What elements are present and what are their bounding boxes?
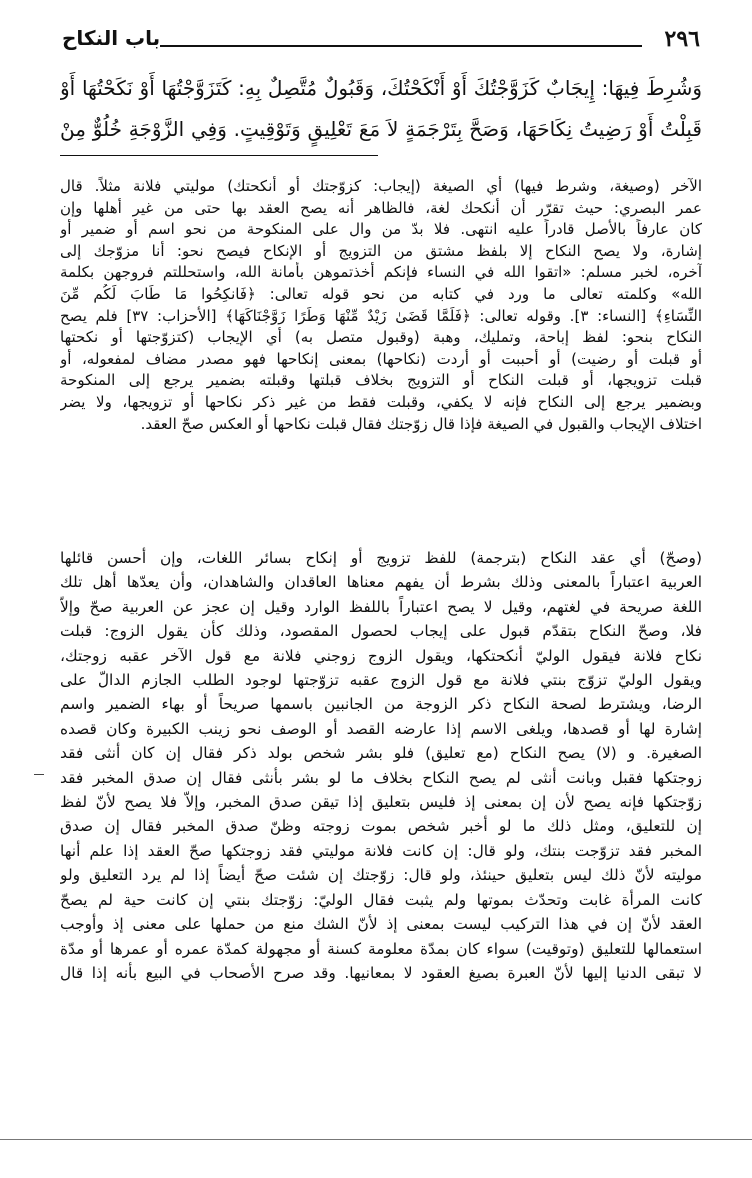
commentary-line: اللغة صريحة في لغتهم، وقيل لا يصح اعتباراً باللفظ الوارد وقيل إن عجز عن العربية صحّ وإلاّ (60, 597, 702, 616)
header-rule (160, 45, 642, 47)
page-number: ٢٩٦ (664, 26, 700, 52)
matn-separator (60, 155, 378, 156)
margin-mark (34, 774, 44, 775)
commentary-line: النِّسَاءِ﴾ [النساء: ٣]. وقوله تعالى: ﴿فَلَمَّا قَضَىٰ زَيْدٌ مِّنْهَا وَطَرًا زَوَّجْنَاكَهَا﴾ [الأحزاب: ٣٧] فلم يصح (60, 306, 702, 325)
commentary-line: العقد لأنّ إن في هذا التركيب ليست بمعنى إذ لأنّ الشك منع من حملها على معنى إذ وأوجب (60, 915, 702, 934)
commentary-line: زوجتكها فقبل وبانت أنثى لم يصح النكاح بخلاف ما لو بشر بأنثى فقال إن صدق المخبر فقد (60, 768, 702, 787)
page-header (62, 26, 700, 56)
commentary-line: كانت المرأة غابت وتحدّث بموتها ولم يثبت فقال الوليّ: زوّجتك بنتي إن كانت حية لم يصحّ (60, 890, 702, 909)
matn-line: وَشُرِطَ فِيهَا: إِيجَابٌ كَزَوَّجْتُكَ أَوْ أَنْكَحْتُكَ، وَقَبُولٌ مُتَّصِلٌ بِهِ: كَتَزَوَّجْتُهَا أَوْ نَكَحْتُهَا أَوْ (60, 76, 702, 100)
commentary-paragraph-2 (60, 546, 702, 985)
commentary-line: الصغيرة. و (لا) يصح النكاح (مع تعليق) فلو بشر شخص بولد ذكر فقال إن كان أنثى فقد (60, 744, 702, 763)
commentary-line: إشارة، ولا يصح النكاح إلا بلفظ مشتق من التزويج أو الإنكاح فيصح نحو: أنا مزوّجك إلى (60, 241, 702, 260)
commentary-line: (وصحّ) أي عقد النكاح (بترجمة) للفظ تزويج أو إنكاح بسائر اللغات، وإن أحسن قائلها (60, 549, 702, 567)
commentary-line: فلا، وصحّ النكاح بتقدّم قبول على إيجاب لحصول المقصود، وذلك كأن يقول الزوج: قبلت (60, 622, 702, 641)
commentary-line: الآخر (وصيغة، وشرط فيها) أي الصيغة (إيجاب: كزوّجتك أو أنكحتك) موليتي فلانة مثلاً. قال (60, 177, 702, 195)
commentary-line: إن للتعليق، ومثل ذلك ما لو أخبر شخص بموت زوجته وظنّ صدق المخبر فقال إن صدق (60, 817, 702, 836)
matn-line: قَبِلْتُ أَوْ رَضِيتُ نِكَاحَهَا، وَصَحَّ بِتَرْجَمَةٍ لاَ مَعَ تَعْلِيقٍ وَتَوْقِيتٍ. وَفِي الزَّوْجَةِ خُلُوٌّ مِنْ (60, 117, 702, 141)
commentary-line: وبضمير يرجع إلى النكاح فإنه لا يكفي، وقبلت فقط من غير ذكر نكاحها أو تزويجها، ولا يضر (60, 392, 702, 411)
commentary-line: نكاح فلانة فيقول الوليّ أنكحتكها، ويقول الزوج زوجني فلانة مع قول الآخر عقبه زوجتك، (60, 646, 702, 665)
commentary-line: موليته لأنّ ذلك ليس بتعليق حينئذ، ولو قال: زوّجتك إن شئت صحّ أيضاً إذا لم يرد التعليق ولو (60, 866, 702, 885)
commentary-line: استعمالها للتعليق (وتوقيت) سواء كان بمدّة معلومة كسنة أو مجهولة كمدّة عمره أو عمرها أو مدّة (60, 939, 702, 958)
page-bottom-rule (0, 1139, 752, 1140)
commentary-line: الرضا، ويشترط لصحة النكاح ذكر الزوجة من الجانبين باسمها صريحاً أو بهاء الضمير واسم (60, 695, 702, 714)
commentary-line: آخره، لخبر مسلم: «اتقوا الله في النساء فإنكم أخذتموهن بأمانة الله، واستحللتم فروجهن بكلمة (60, 263, 702, 282)
commentary-line: النكاح بنحو: لفظ إباحة، وتمليك، وهبة (وقبول متصل به) أي الإيجاب (كتزوّجتها أو نكحتها (60, 328, 702, 347)
commentary-line: إشارة لها أو قصدها، ويلغى الاسم إذا عارضه القصد أو الوصف نحو زينب الكبيرة وكان قصده (60, 719, 702, 738)
commentary-line: ويقول الوليّ تزوّج بنتي فلانة مع قول الزوج عقبه تزوّجتها لوجود الطلب الجازم الدالّ على (60, 671, 702, 690)
commentary-line: كان عارفاً بالأصل قادراً عليه انتهى. فلا بدّ من وال على المنكوحة من نحو اسم أو ضمير أو (60, 220, 702, 239)
commentary-line: زوّجتكها فإنه يصح لأن إن بمعنى إذ فليس بتعليق إذا تيقن صدق المخبر، وإلاّ فلا يصح لأنّ لفظ (60, 793, 702, 812)
commentary-line: اختلاف الإيجاب والقبول في الصيغة فإذا قال زوّجتك فقال قبلت نكاحها أو العكس صحّ العقد. (140, 414, 702, 433)
commentary-paragraph-1 (60, 176, 702, 435)
commentary-line: لا تبقى الدنيا إليها لأنّ العبرة بصيغ العقود لا بمعانيها. وقد صرح الأصحاب في البيع بأنه إذا قال (60, 963, 702, 982)
commentary-line: الله» وكلمته تعالى ما ورد في كتابه من نحو قوله تعالى: ﴿فَانكِحُوا مَا طَابَ لَكُم مِّنَ (60, 284, 702, 303)
commentary-line: قبلت تزويجها، أو قبلت النكاح أو التزويج بخلاف قبلتها وقبلته بضمير يرجع إلى المنكوحة (60, 371, 702, 390)
commentary-line: العربية اعتباراً بالمعنى وذلك بشرط أن يفهم معناها العاقدان والشاهدان، وأن يعدّها أهل تلك (60, 573, 702, 592)
chapter-title: باب النكاح (62, 26, 161, 50)
commentary-line: المخبر فقد تزوّجت بنتك، ولو قال: إن كانت فلانة موليتي فقد زوجتكها صحّ العقد إذا علم أنها (60, 841, 702, 860)
matn-text (60, 68, 702, 150)
commentary-line: عمر البصري: حيث تقرّر أن أنكحك لغة، فالظاهر أنه يصح العقد بها حتى من غير أهلها وإن (60, 198, 702, 217)
commentary-line: أو قبلت أو رضيت) أو أحببت أو أردت (نكاحها) بمعنى إنكاحها فهو مصدر مضاف لمفعوله، أو (60, 349, 702, 368)
